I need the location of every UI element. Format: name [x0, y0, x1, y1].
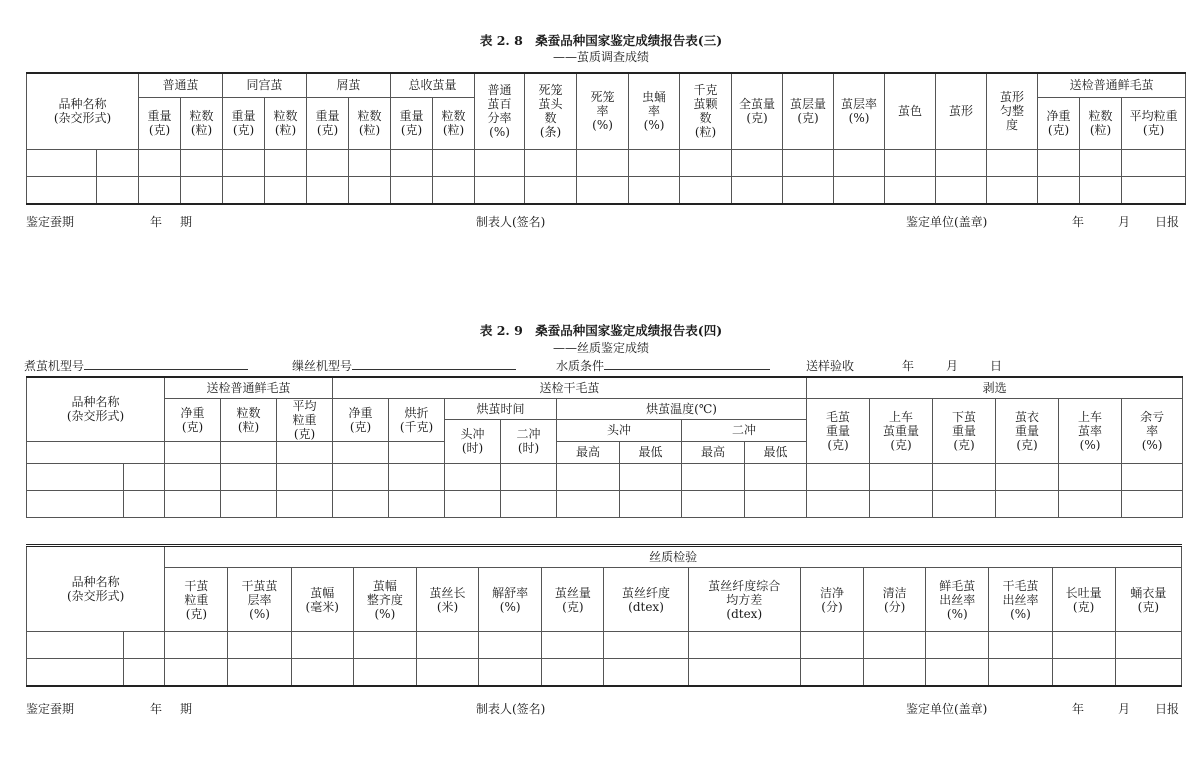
- footer-m: 月: [1118, 702, 1131, 716]
- header-fresh-net: 净重 (克): [165, 398, 221, 441]
- header-mei-cnt: 粒数 (粒): [349, 97, 391, 149]
- header-color: 茧色: [885, 73, 936, 149]
- footer-term: 期: [180, 215, 193, 229]
- header-fresh: 送检普通鲜毛茧: [165, 377, 333, 398]
- header-tonggong: 同宫茧: [223, 73, 307, 97]
- footer-d: 日报: [1155, 702, 1180, 716]
- header-dead-cocoon: 死笼 茧头 数 (条): [525, 73, 577, 149]
- header-pupa-rate: 虫蛹 率 (%): [629, 73, 680, 149]
- header-tonggong-cnt: 粒数 (粒): [265, 97, 307, 149]
- header-second-min: 最低: [745, 441, 807, 463]
- header-head: 头冲 (时): [445, 419, 501, 463]
- footer-period: 鉴定蚕期: [26, 702, 75, 716]
- table-2-9-part2: [26, 544, 1182, 687]
- header-layer-rate: 茧层率 (%): [834, 73, 885, 149]
- footer-maker: 制表人(签名): [476, 215, 546, 229]
- header2-c2: 干茧茧 层率 (%): [228, 568, 291, 632]
- header2-c15: 蛹衣量 (克): [1115, 568, 1181, 632]
- header-layer-wt: 茧层量 (克): [783, 73, 834, 149]
- header-second-temp: 二冲: [682, 419, 807, 441]
- header-pct: 普通 茧百 分率 (%): [475, 73, 525, 149]
- footer-y: 年: [1072, 702, 1085, 716]
- header2-silk: 丝质检验: [165, 546, 1182, 568]
- header-bake: 烘折 (千克): [389, 398, 445, 441]
- footer-term: 期: [180, 702, 193, 716]
- table-row: [27, 463, 1183, 490]
- footer-unit: 鉴定单位(盖章): [906, 702, 988, 716]
- header-head-max: 最高: [557, 441, 620, 463]
- header-second: 二冲 (时): [501, 419, 557, 463]
- header-mei-wt: 重量 (克): [307, 97, 349, 149]
- meta-y: 年: [902, 359, 915, 373]
- table-row: [27, 632, 1182, 659]
- header-tonggong-wt: 重量 (克): [223, 97, 265, 149]
- header2-c9: 茧丝纤度综合 均方差 (dtex): [688, 568, 800, 632]
- header2-variety: 品种名称 (杂交形式): [27, 546, 165, 632]
- header-uniform: 茧形 匀整 度: [987, 73, 1038, 149]
- table-row: [27, 490, 1183, 517]
- header-s6: 余亏 率 (%): [1122, 398, 1183, 463]
- footer-m: 月: [1118, 215, 1131, 229]
- footer-maker: 制表人(签名): [476, 702, 546, 716]
- header2-c6: 解舒率 (%): [479, 568, 542, 632]
- header2-c3: 茧幅 (毫米): [291, 568, 353, 632]
- meta-water: 水质条件: [556, 357, 770, 374]
- header-s2: 上车 茧重量 (克): [870, 398, 933, 463]
- header-total-wt: 全茧量 (克): [732, 73, 783, 149]
- table-2-9-subtitle: ——丝质鉴定成绩: [552, 341, 649, 355]
- header-sample: 送检普通鲜毛茧: [1038, 73, 1186, 97]
- header-second-max: 最高: [682, 441, 745, 463]
- header2-c8: 茧丝纤度 (dtex): [604, 568, 688, 632]
- footer-year: 年: [150, 215, 163, 229]
- header-fresh-cnt: 粒数 (粒): [221, 398, 277, 441]
- header2-c12: 鲜毛茧 出丝率 (%): [926, 568, 989, 632]
- table-2-8: [26, 72, 1186, 205]
- header2-c11: 清洁 (分): [864, 568, 926, 632]
- header-s1: 毛茧 重量 (克): [807, 398, 870, 463]
- header2-c5: 茧丝长 (米): [416, 568, 478, 632]
- header-zongshou-wt: 重量 (克): [391, 97, 433, 149]
- header-putong-cnt: 粒数 (粒): [181, 97, 223, 149]
- table-2-8-title: 表 2. 8 桑蚕品种国家鉴定成绩报告表(三): [479, 33, 723, 48]
- header-fresh-avg: 平均 粒重 (克): [277, 398, 333, 441]
- footer-unit: 鉴定单位(盖章): [906, 215, 988, 229]
- header-s4: 茧衣 重量 (克): [996, 398, 1059, 463]
- header-temp: 烘茧温度(℃): [557, 398, 807, 419]
- header2-c4: 茧幅 整齐度 (%): [353, 568, 416, 632]
- header-kg-count: 千克 茧颗 数 (粒): [680, 73, 732, 149]
- footer-y: 年: [1072, 215, 1085, 229]
- header-s3: 下茧 重量 (克): [933, 398, 996, 463]
- table-2-9-part1: [26, 376, 1183, 518]
- header-zongshou: 总收茧量: [391, 73, 475, 97]
- header-variety: 品种名称 (杂交形式): [27, 73, 139, 149]
- header-time: 烘茧时间: [445, 398, 557, 419]
- meta-reel: 缫丝机型号: [292, 357, 516, 374]
- meta-machine: 煮茧机型号: [24, 357, 248, 374]
- header-dead-rate: 死笼 率 (%): [577, 73, 629, 149]
- header-mei: 屑茧: [307, 73, 391, 97]
- header-strip: 剥选: [807, 377, 1183, 398]
- header2-c14: 长吐量 (克): [1052, 568, 1115, 632]
- header-shape: 茧形: [936, 73, 987, 149]
- header-variety: 品种名称 (杂交形式): [27, 377, 165, 441]
- header-head-min: 最低: [620, 441, 682, 463]
- meta-d: 日: [990, 359, 1003, 373]
- header-dry-net: 净重 (克): [333, 398, 389, 441]
- footer-period: 鉴定蚕期: [26, 215, 75, 229]
- meta-date: 送样验收: [806, 359, 855, 373]
- table-row: [27, 149, 1186, 176]
- header-dry: 送检干毛茧: [333, 377, 807, 398]
- header2-c13: 干毛茧 出丝率 (%): [989, 568, 1052, 632]
- header2-c10: 洁净 (分): [800, 568, 863, 632]
- header-head-temp: 头冲: [557, 419, 682, 441]
- header-sample-net: 净重 (克): [1038, 97, 1080, 149]
- table-row: [27, 176, 1186, 204]
- table-2-9-title: 表 2. 9 桑蚕品种国家鉴定成绩报告表(四): [479, 323, 723, 338]
- header-putong-wt: 重量 (克): [139, 97, 181, 149]
- header2-c1: 干茧 粒重 (克): [165, 568, 228, 632]
- footer-d: 日报: [1155, 215, 1180, 229]
- table-2-8-subtitle: ——茧质调查成绩: [552, 50, 649, 64]
- table-row: [27, 659, 1182, 687]
- footer-year: 年: [150, 702, 163, 716]
- header-sample-avg: 平均粒重 (克): [1122, 97, 1186, 149]
- header-s5: 上车 茧率 (%): [1059, 398, 1122, 463]
- header-zongshou-cnt: 粒数 (粒): [433, 97, 475, 149]
- meta-m: 月: [946, 359, 959, 373]
- header-sample-cnt: 粒数 (粒): [1080, 97, 1122, 149]
- header2-c7: 茧丝量 (克): [542, 568, 604, 632]
- header-putong: 普通茧: [139, 73, 223, 97]
